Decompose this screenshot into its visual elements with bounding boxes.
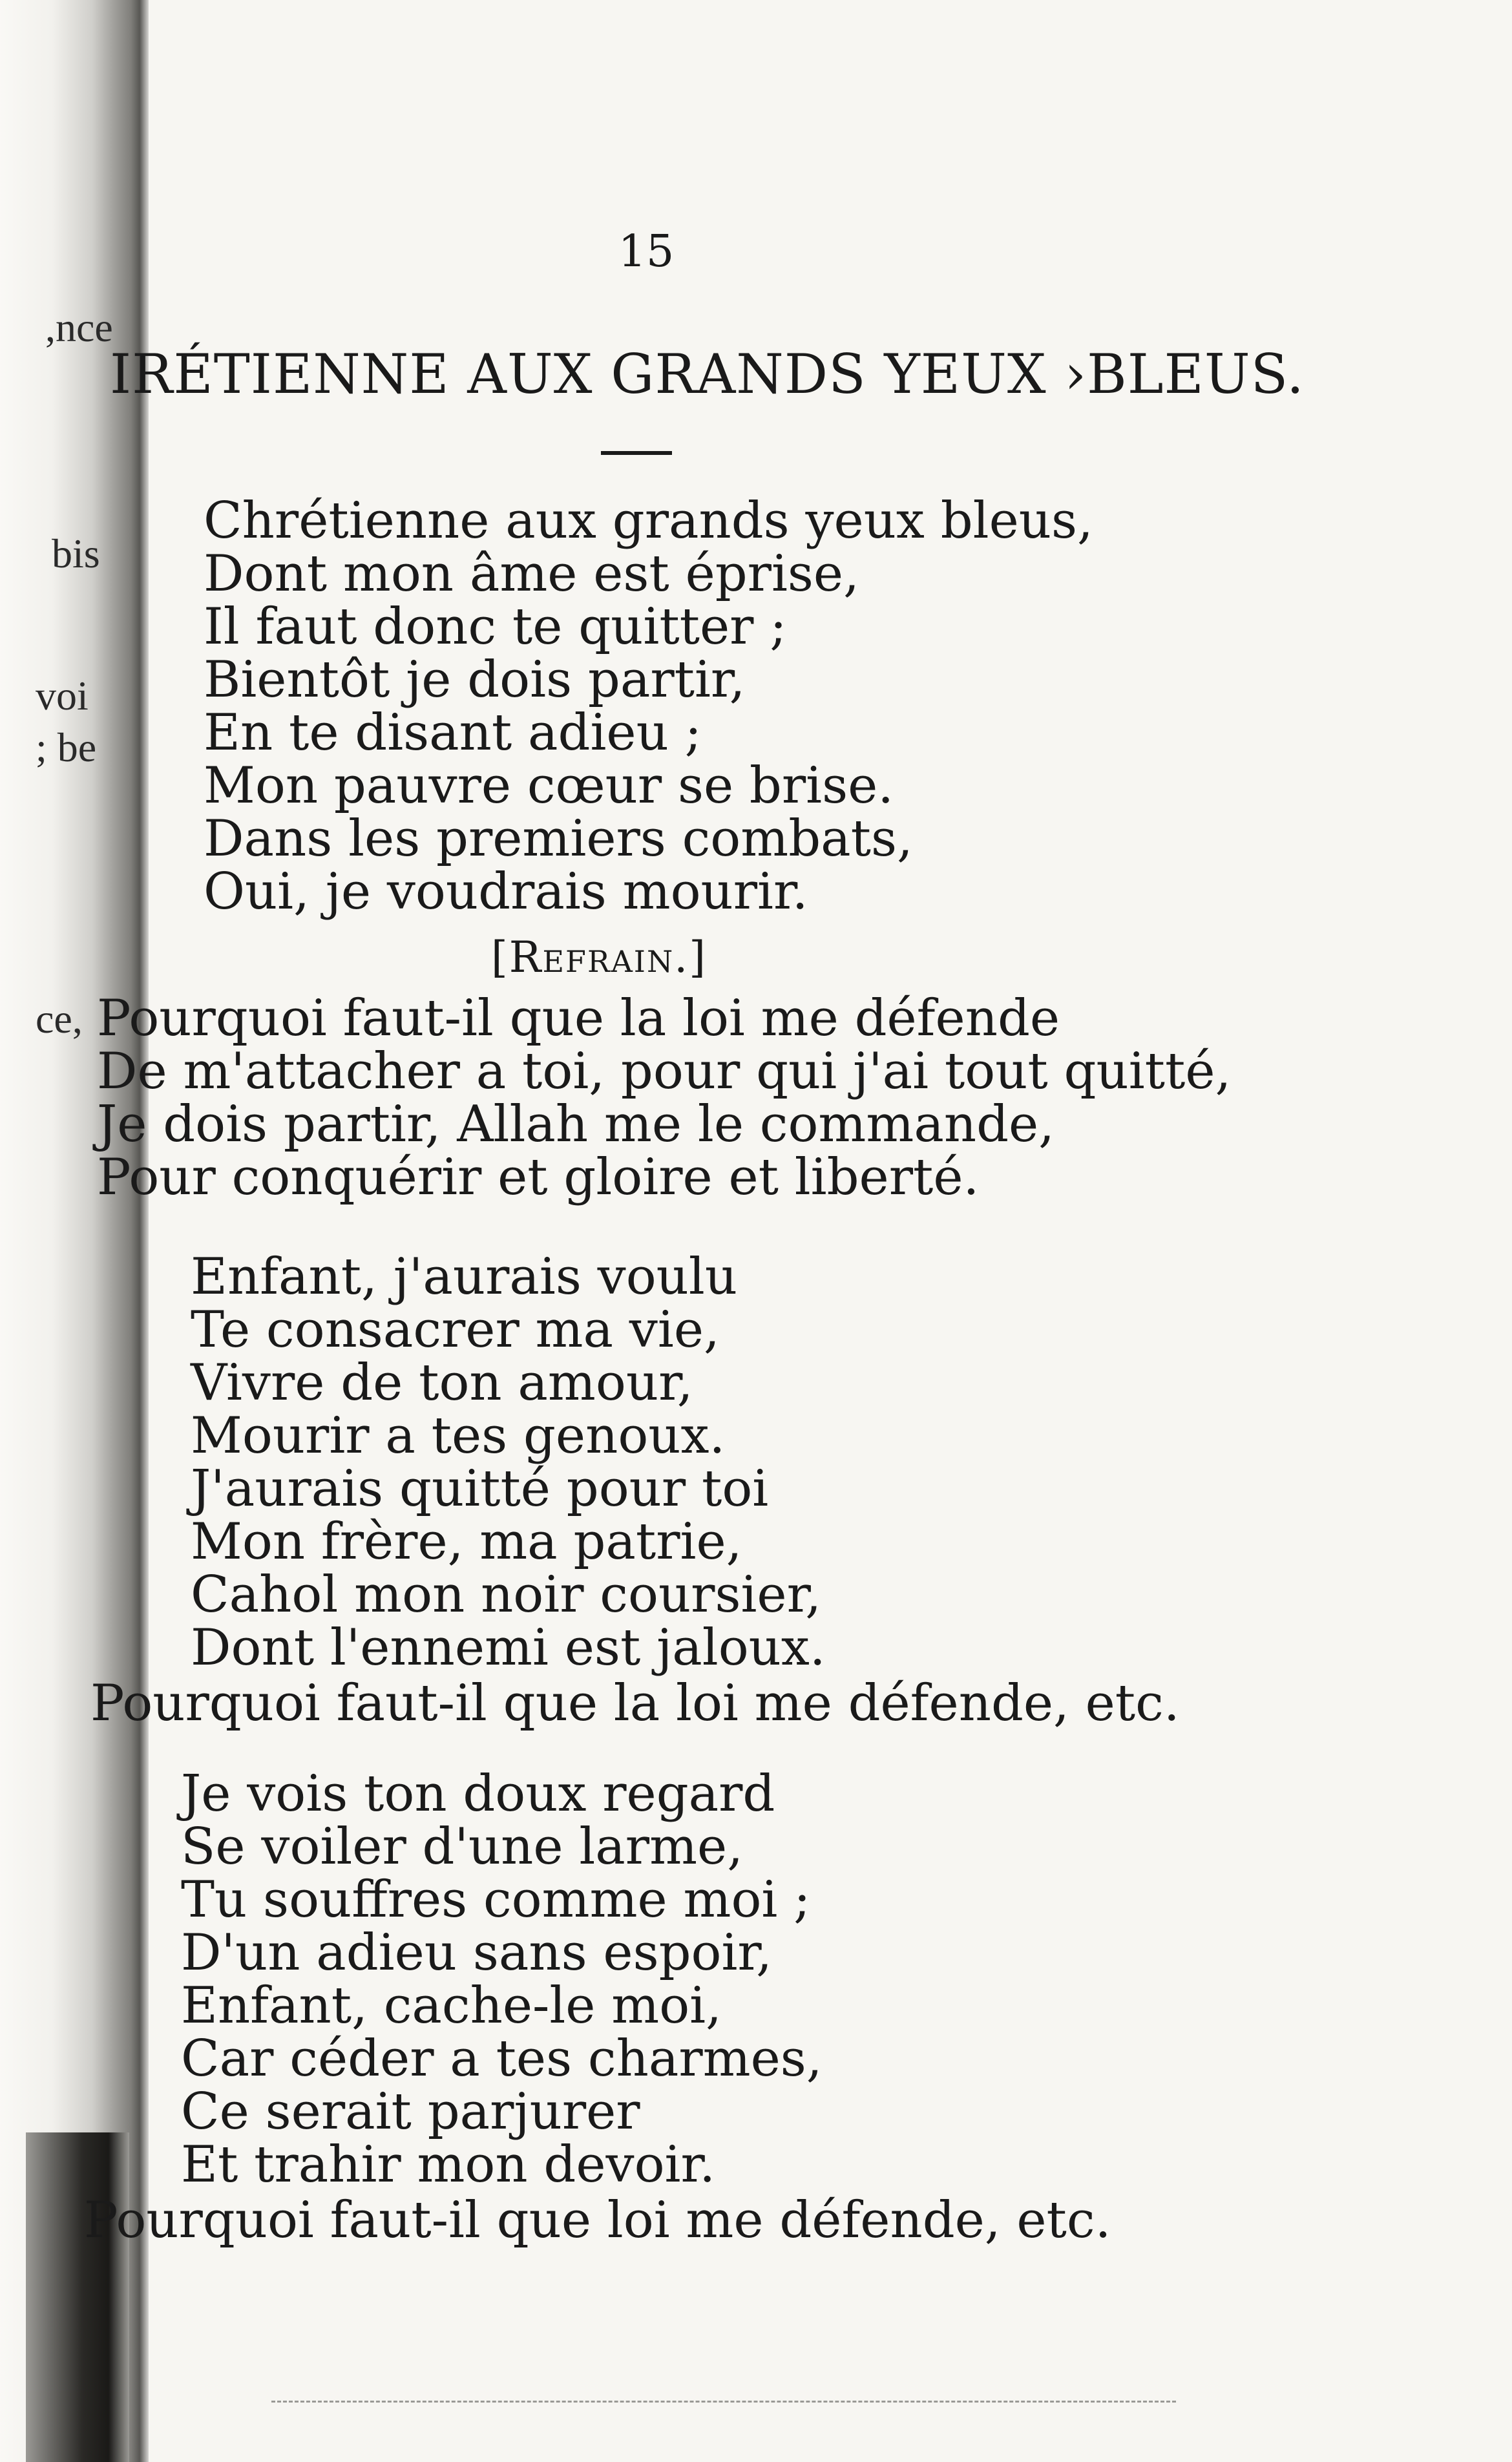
page-number: 15 [618, 226, 675, 277]
binding-gutter-dark [26, 2132, 129, 2462]
refrain [97, 989, 1232, 1206]
verse-line: Te consacrer ma vie, [191, 1301, 720, 1359]
verse-line: Mon frère, ma patrie, [191, 1513, 742, 1571]
stanza-1 [204, 492, 1093, 921]
margin-fragment: ; be [36, 724, 97, 770]
margin-fragment: bis [52, 531, 100, 576]
page-bottom-smudge [271, 2401, 1176, 2404]
verse-line: Vivre de ton amour, [191, 1354, 693, 1412]
refrain-line: Pourquoi faut-il que loi me défende, etc. [84, 2191, 1111, 2249]
verse-line: Enfant, j'aurais voulu [191, 1248, 738, 1306]
stanza-2 [191, 1248, 826, 1677]
verse-line: J'aurais quitté pour toi [191, 1460, 769, 1518]
margin-fragment: ce, [36, 996, 83, 1042]
verse-line: Ce serait parjurer [181, 2083, 640, 2141]
refrain-label: [Refrain.] [491, 932, 707, 982]
verse-line: En te disant adieu ; [204, 704, 702, 762]
verse-line: Car céder a tes charmes, [181, 2030, 823, 2088]
verse-line: Mourir a tes genoux. [191, 1407, 726, 1465]
margin-fragment: voi [36, 673, 89, 719]
verse-line: Il faut donc te quitter ; [204, 598, 787, 656]
refrain-line: Pour conquérir et gloire et liberté. [97, 1148, 980, 1206]
refrain-line: Je dois partir, Allah me le commande, [97, 1095, 1055, 1153]
song-title: IRÉTIENNE AUX GRANDS YEUX ›BLEUS. [110, 342, 1305, 406]
verse-line: Je vois ton doux regard [181, 1765, 775, 1823]
verse-line: Bientôt je dois partir, [204, 651, 746, 709]
verse-line: D'un adieu sans espoir, [181, 1924, 772, 1982]
verse-line: Se voiler d'une larme, [181, 1818, 743, 1876]
verse-line: Tu souffres comme moi ; [181, 1871, 811, 1929]
refrain-repeat-2 [84, 2191, 1111, 2249]
margin-fragment: ,nce [45, 304, 113, 350]
refrain-line: Pourquoi faut-il que la loi me défende [97, 989, 1060, 1047]
verse-line: Enfant, cache-le moi, [181, 1977, 722, 2035]
verse-line: Cahol mon noir coursier, [191, 1566, 822, 1624]
verse-line: Mon pauvre cœur se brise. [204, 757, 894, 815]
verse-line: Dont mon âme est éprise, [204, 545, 859, 603]
stanza-3 [181, 1765, 823, 2194]
verse-line: Oui, je voudrais mourir. [204, 863, 808, 921]
refrain-line: De m'attacher a toi, pour qui j'ai tout quitté, [97, 1042, 1232, 1100]
verse-line: Chrétienne aux grands yeux bleus, [204, 492, 1093, 550]
verse-line: Et trahir mon devoir. [181, 2136, 715, 2194]
refrain-line: Pourquoi faut-il que la loi me défende, etc. [90, 1674, 1180, 1732]
verse-line: Dont l'ennemi est jaloux. [191, 1619, 826, 1677]
title-rule [601, 451, 672, 455]
refrain-repeat-1 [90, 1674, 1180, 1732]
verse-line: Dans les premiers combats, [204, 810, 913, 868]
